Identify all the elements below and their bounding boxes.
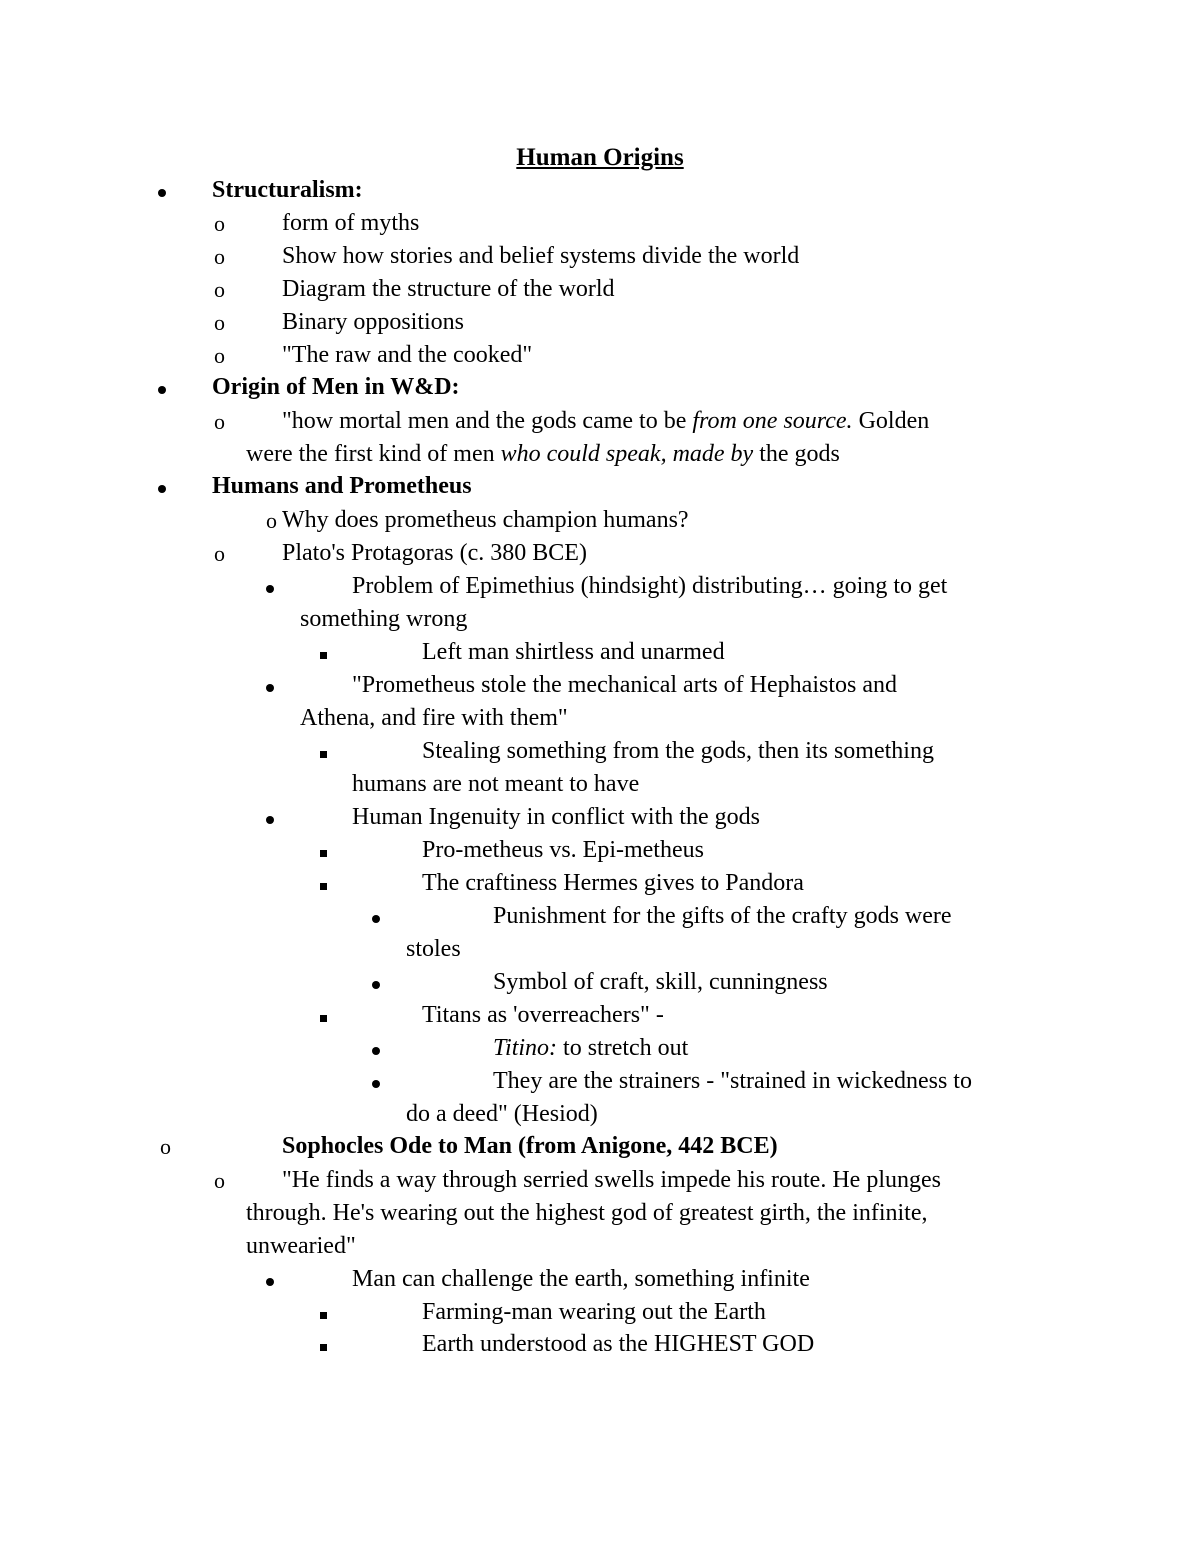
square-bullet-icon (320, 735, 327, 768)
quote-line: unwearied" (246, 1233, 356, 1259)
bullet-dot-icon (158, 470, 166, 503)
quote-line: "He finds a way through serried swells impede his route. He plunges (282, 1167, 941, 1193)
circle-bullet-icon: o (214, 409, 225, 434)
list-item: Problem of Epimethius (hindsight) distributing… going to get (352, 573, 948, 599)
square-bullet-icon (320, 867, 327, 900)
list-item-continued: do a deed" (Hesiod) (406, 1101, 598, 1127)
section-heading-structuralism: Structuralism: (212, 177, 363, 203)
quote-text: Golden (852, 408, 930, 434)
bullet-dot-icon (266, 570, 274, 603)
section-heading-prometheus: Humans and Prometheus (212, 473, 472, 499)
page-title: Human Origins (516, 144, 684, 171)
list-item: Earth understood as the HIGHEST GOD (422, 1331, 815, 1357)
list-item: "Prometheus stole the mechanical arts of Hephaistos and (352, 672, 897, 698)
bullet-dot-icon (372, 1032, 380, 1065)
bullet-dot-icon (372, 1065, 380, 1098)
bullet-dot-icon (372, 900, 380, 933)
quote-line (246, 438, 840, 471)
circle-bullet-icon: o (214, 541, 225, 566)
list-item-continued: something wrong (300, 606, 468, 632)
quote-line (282, 405, 929, 438)
circle-bullet-icon: o (160, 1134, 171, 1159)
list-item: Plato's Protagoras (c. 380 BCE) (282, 540, 587, 566)
bullet-dot-icon (266, 1263, 274, 1296)
circle-bullet-icon: o (266, 508, 277, 533)
circle-bullet-icon: o (214, 343, 225, 368)
list-item-continued: humans are not meant to have (352, 771, 640, 797)
list-item: Pro-metheus vs. Epi-metheus (422, 837, 704, 863)
list-item: Human Ingenuity in conflict with the gods (352, 804, 760, 830)
bullet-dot-icon (266, 669, 274, 702)
circle-bullet-icon: o (214, 1168, 225, 1193)
list-item: Man can challenge the earth, something infinite (352, 1266, 810, 1292)
list-item: form of myths (282, 210, 420, 236)
list-item (493, 1032, 688, 1065)
list-item-continued: Athena, and fire with them" (300, 705, 568, 731)
list-item: Titans as 'overreachers" - (422, 1002, 664, 1028)
list-item-continued: stoles (406, 936, 461, 962)
circle-bullet-icon: o (214, 244, 225, 269)
quote-text: the gods (753, 441, 840, 467)
quote-text: were the first kind of men (246, 441, 501, 467)
circle-bullet-icon: o (214, 211, 225, 236)
circle-bullet-icon: o (214, 310, 225, 335)
list-item: Why does prometheus champion humans? (282, 507, 689, 533)
list-item: The craftiness Hermes gives to Pandora (422, 870, 804, 896)
list-item: Punishment for the gifts of the crafty gods were (493, 903, 952, 929)
list-item: Left man shirtless and unarmed (422, 639, 725, 665)
circle-bullet-icon: o (214, 277, 225, 302)
list-item: "The raw and the cooked" (282, 342, 533, 368)
section-heading-sophocles: Sophocles Ode to Man (from Anigone, 442 BCE) (282, 1133, 778, 1159)
quote-line: through. He's wearing out the highest god of greatest girth, the infinite, (246, 1200, 928, 1226)
bullet-dot-icon (158, 371, 166, 404)
bullet-dot-icon (266, 801, 274, 834)
list-item: Farming-man wearing out the Earth (422, 1299, 766, 1325)
square-bullet-icon (320, 1296, 327, 1329)
list-item: Stealing something from the gods, then its something (422, 738, 934, 764)
quote-text: "how mortal men and the gods came to be (282, 408, 693, 434)
list-item: Show how stories and belief systems divide the world (282, 243, 800, 269)
bullet-dot-icon (158, 174, 166, 207)
bullet-dot-icon (372, 966, 380, 999)
quote-emphasis: who could speak, made by (500, 441, 754, 467)
term-emphasis: Titino: (493, 1035, 558, 1061)
square-bullet-icon (320, 1328, 327, 1361)
list-item: Symbol of craft, skill, cunningness (493, 969, 828, 995)
quote-emphasis: from one source. (692, 408, 853, 434)
term-text: to stretch out (557, 1035, 689, 1061)
list-item: Binary oppositions (282, 309, 465, 335)
list-item: They are the strainers - "strained in wickedness to (493, 1068, 972, 1094)
square-bullet-icon (320, 834, 327, 867)
square-bullet-icon (320, 999, 327, 1032)
square-bullet-icon (320, 636, 327, 669)
list-item: Diagram the structure of the world (282, 276, 615, 302)
section-heading-origin: Origin of Men in W&D: (212, 374, 460, 400)
